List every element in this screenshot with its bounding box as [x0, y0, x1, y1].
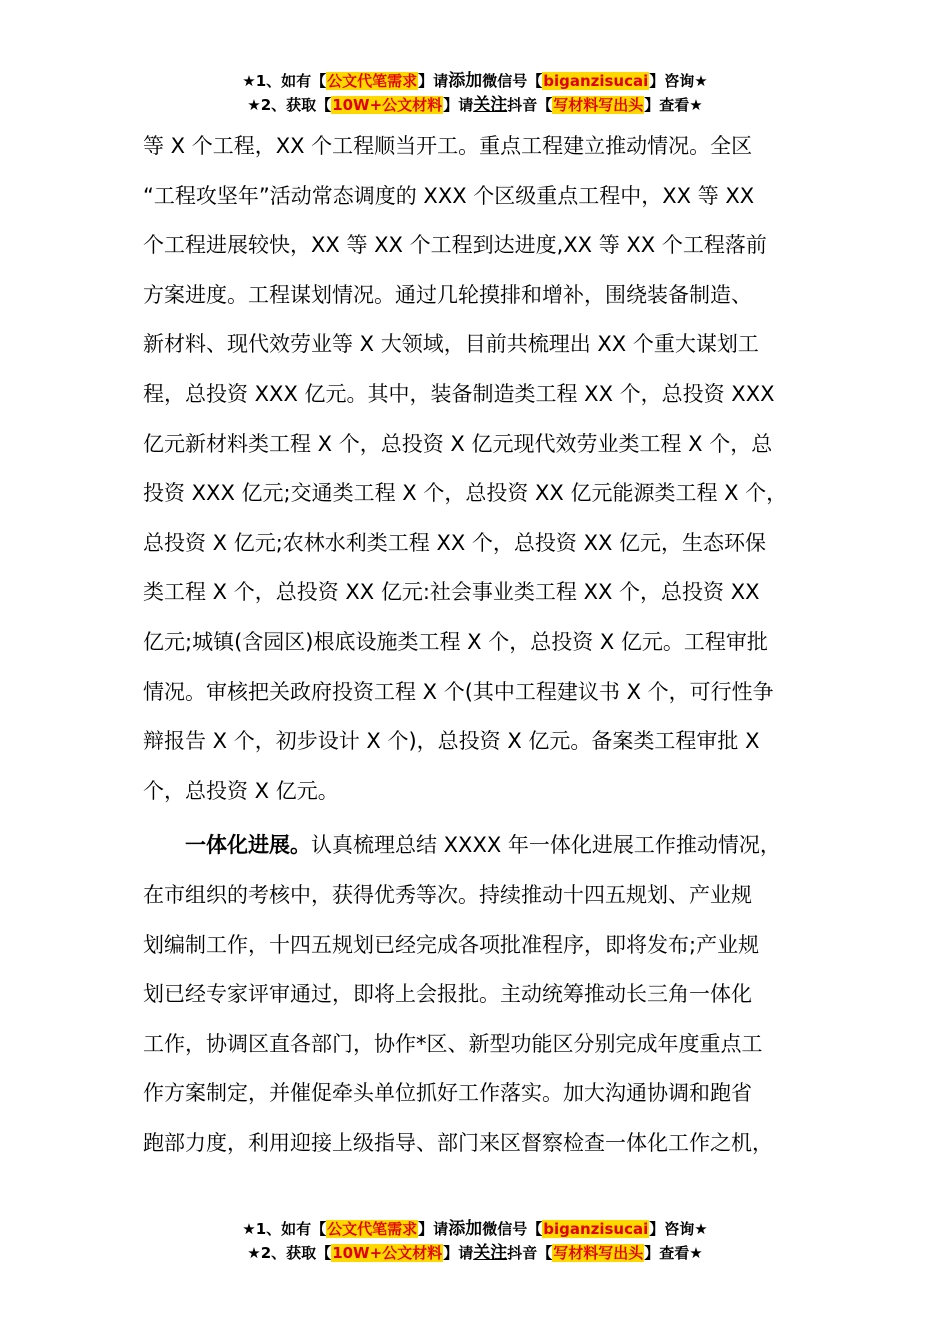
banner-emphasis: 关注: [473, 1243, 508, 1263]
text-line: 亿元新材料类工程 X 个，总投资 X 亿元现代效劳业类工程 X 个，总: [143, 431, 773, 456]
banner-text: 】咨询★: [649, 1220, 708, 1238]
text-line: 跑部力度，利用迎接上级指导、部门来区督察检查一体化工作之机，: [143, 1130, 773, 1155]
banner-text: ★2、获取【: [247, 1244, 332, 1262]
text-line: 总投资 X 亿元;农林水利类工程 XX 个，总投资 XX 亿元，生态环保: [143, 530, 767, 555]
text-line: “工程攻坚年”活动常态调度的 XXX 个区级重点工程中，XX 等 XX: [143, 183, 755, 208]
text-line: 划已经专家评审通过，即将上会报批。主动统筹推动长三角一体化: [143, 982, 752, 1007]
text-line: 作方案制定，并催促牵头单位抓好工作落实。加大沟通协调和跑省: [143, 1081, 752, 1106]
banner-text: 】请: [418, 1220, 449, 1238]
text-line: 划编制工作，十四五规划已经完成各项批准程序，即将发布;产业规: [143, 932, 760, 957]
text-line: 在市组织的考核中，获得优秀等次。持续推动十四五规划、产业规: [143, 882, 752, 907]
text-line: 个工程进展较快，XX 等 XX 个工程到达进度,XX 等 XX 个工程落前: [143, 233, 767, 258]
banner-text: 】请: [443, 96, 474, 114]
banner-highlight: biganzisucai: [543, 1220, 649, 1238]
banner-highlight: 10W+公文材料: [332, 1244, 443, 1262]
banner-text: 】请: [443, 1244, 474, 1262]
banner-text: ★1、如有【: [242, 72, 327, 90]
text-line: 等 X 个工程，XX 个工程顺当开工。重点工程建立推动情况。全区: [143, 134, 753, 158]
banner-text: 微信号【: [482, 1220, 543, 1238]
header-banner: [0, 69, 950, 117]
document-body: [143, 122, 811, 1168]
text-line: 情况。审核把关政府投资工程 X 个(其中工程建议书 X 个，可行性争: [143, 679, 774, 704]
banner-line-2: [0, 1241, 950, 1265]
banner-text: 】查看★: [644, 96, 703, 114]
banner-highlight: 写材料写出头: [553, 1244, 644, 1262]
banner-line-2: [0, 93, 950, 117]
text-line-first: [143, 821, 811, 871]
banner-text: 抖音【: [507, 1244, 553, 1262]
banner-text: ★2、获取【: [247, 96, 332, 114]
banner-line-1: [0, 69, 950, 93]
banner-highlight: 10W+公文材料: [332, 96, 443, 114]
banner-emphasis: 关注: [473, 95, 508, 115]
text-line: 类工程 X 个，总投资 XX 亿元:社会事业类工程 XX 个，总投资 XX: [143, 580, 760, 605]
banner-text: ★1、如有【: [242, 1220, 327, 1238]
banner-highlight: 写材料写出头: [553, 96, 644, 114]
paragraph-heading: 一体化进展。: [185, 833, 311, 858]
text-line: 个，总投资 X 亿元。: [143, 778, 339, 803]
text-line: 新材料、现代效劳业等 X 大领域，目前共梳理出 XX 个重大谋划工: [143, 332, 759, 357]
banner-emphasis: 添加: [448, 1219, 483, 1239]
text-line: 辩报告 X 个，初步设计 X 个)，总投资 X 亿元。备案类工程审批 X: [143, 729, 760, 754]
text-line: 亿元;城镇(含园区)根底设施类工程 X 个，总投资 X 亿元。工程审批: [143, 629, 768, 654]
banner-emphasis: 添加: [448, 71, 483, 91]
paragraph-1: [143, 122, 811, 816]
text-run: 认真梳理总结 XXXX 年一体化进展工作推动情况，: [311, 833, 781, 858]
text-line: 程，总投资 XXX 亿元。其中，装备制造类工程 XX 个，总投资 XXX: [143, 381, 775, 406]
banner-highlight: 公文代笔需求: [327, 72, 418, 90]
banner-line-1: [0, 1217, 950, 1241]
footer-banner: [0, 1217, 950, 1265]
banner-highlight: biganzisucai: [543, 72, 649, 90]
banner-text: 】咨询★: [649, 72, 708, 90]
paragraph-2: [143, 821, 811, 1168]
banner-highlight: 公文代笔需求: [327, 1220, 418, 1238]
banner-text: 抖音【: [507, 96, 553, 114]
banner-text: 微信号【: [482, 72, 543, 90]
text-line: 投资 XXX 亿元;交通类工程 X 个，总投资 XX 亿元能源类工程 X 个，: [143, 481, 788, 506]
text-line: 工作，协调区直各部门，协作*区、新型功能区分别完成年度重点工: [143, 1031, 763, 1056]
banner-text: 】查看★: [644, 1244, 703, 1262]
banner-text: 】请: [418, 72, 449, 90]
text-line: 方案进度。工程谋划情况。通过几轮摸排和增补，围绕装备制造、: [143, 282, 752, 307]
